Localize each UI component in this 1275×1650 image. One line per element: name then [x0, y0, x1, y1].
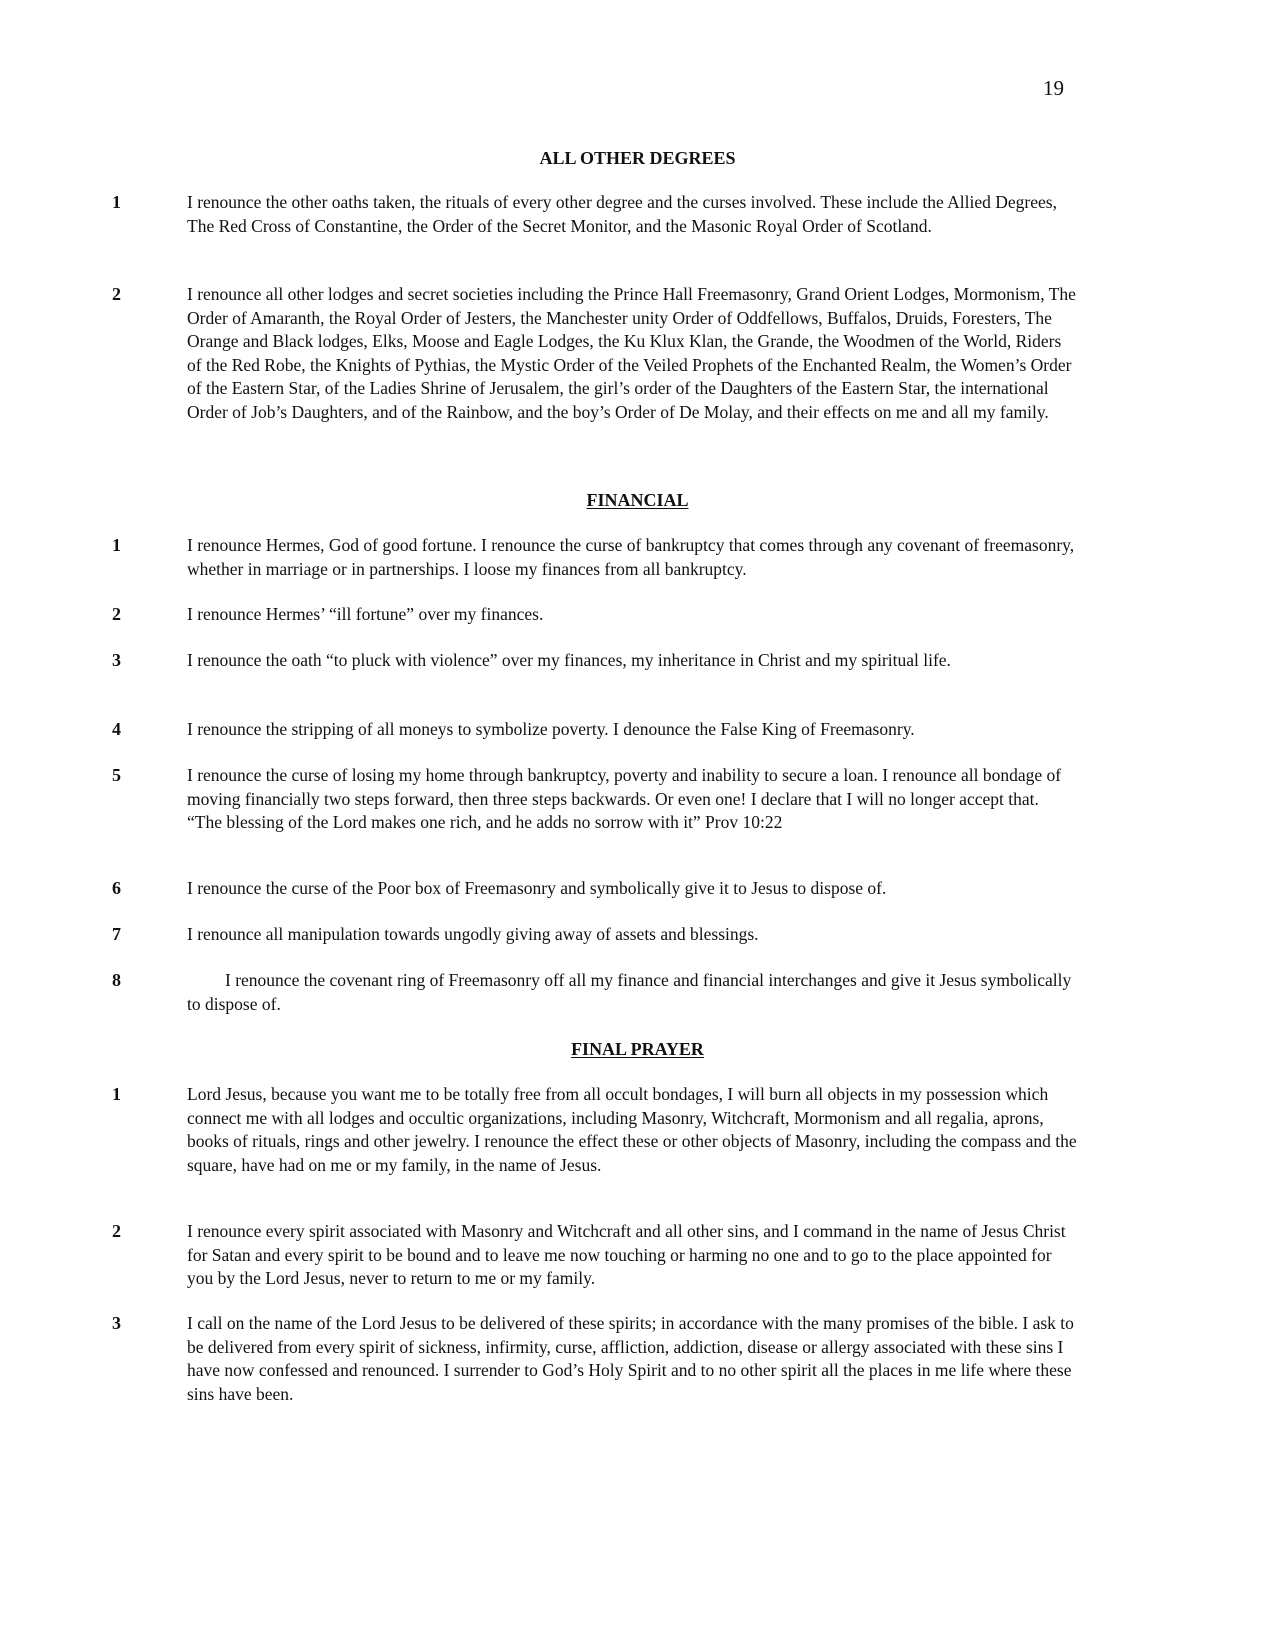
item-text: I renounce Hermes, God of good fortune. I renounce the curse of bankruptcy that comes through any covenant of freemasonry, whether in marriage or in partnerships. I loose my finances from all bankruptcy. [187, 535, 1075, 579]
item-text: I renounce the curse of the Poor box of Freemasonry and symbolically give it to Jesus to dispose of. [187, 878, 887, 898]
page-number: 19 [1043, 76, 1064, 100]
item-number: 3 [112, 1313, 121, 1333]
item-number: 2 [112, 604, 121, 624]
item-text: I renounce the covenant ring of Freemasonry off all my finance and financial interchanges and give it Jesus symbolically to dispose of. [187, 970, 1072, 1014]
item-number: 2 [112, 1221, 121, 1241]
item-text: I renounce the oath “to pluck with violence” over my finances, my inheritance in Christ and my spiritual life. [187, 650, 951, 670]
item-text: Lord Jesus, because you want me to be totally free from all occult bondages, I will burn all objects in my possession which connect me with all lodges and occultic organizations, including Masonry, Witchcraft, Mormonism and all regalia, aprons, books of rituals, rings and other jewelry. I renounce the effect these or other objects of Masonry, including the compass and the square, have had on me or my family, in the name of Jesus. [187, 1084, 1077, 1175]
item-number: 2 [112, 284, 121, 304]
item-number: 4 [112, 719, 121, 739]
item-number: 1 [112, 535, 121, 555]
item-number: 1 [112, 1084, 121, 1104]
item-text: I call on the name of the Lord Jesus to be delivered of these spirits; in accordance with the many promises of the bible. I ask to be delivered from every spirit of sickness, infirmity, curse, affliction, addiction, disease or allergy associated with these sins I have now confessed and renounced. I surrender to God’s Holy Spirit and to no other spirit all the places in me life where these sins have been. [187, 1313, 1074, 1404]
item-number: 5 [112, 765, 121, 785]
section-heading-all-other-degrees: ALL OTHER DEGREES [539, 148, 736, 168]
item-text: I renounce the curse of losing my home through bankruptcy, poverty and inability to secure a loan. I renounce all bondage of moving financially two steps forward, then three steps backwards. Or even one! I declare that I will no longer accept that. “The blessing of the Lord makes one rich, and he adds no sorrow with it” Prov 10:22 [187, 765, 1062, 833]
item-number: 1 [112, 192, 121, 212]
item-text: I renounce the stripping of all moneys to symbolize poverty. I denounce the False King of Freemasonry. [187, 719, 915, 739]
item-number: 6 [112, 878, 121, 898]
item-number: 3 [112, 650, 121, 670]
item-text: I renounce the other oaths taken, the rituals of every other degree and the curses involved. These include the Allied Degrees, The Red Cross of Constantine, the Order of the Secret Monitor, and the Masonic Royal Order of Scotland. [187, 192, 1057, 236]
section-heading-financial: FINANCIAL [586, 490, 689, 510]
section-heading-final-prayer: FINAL PRAYER [571, 1039, 704, 1059]
item-text: I renounce all other lodges and secret societies including the Prince Hall Freemasonry, Grand Orient Lodges, Mormonism, The Order of Amaranth, the Royal Order of Jesters, the Manchester unity Order of Oddfellows, Buffalos, Druids, Foresters, The Orange and Black lodges, Elks, Moose and Eagle Lodges, the Ku Klux Klan, the Grande, the Woodmen of the World, Riders of the Red Robe, the Knights of Pythias, the Mystic Order of the Veiled Prophets of the Enchanted Realm, the Women’s Order of the Eastern Star, of the Ladies Shrine of Jerusalem, the girl’s order of the Daughters of the Eastern Star, the international Order of Job’s Daughters, and of the Rainbow, and the boy’s Order of De Molay, and their effects on me and all my family. [187, 284, 1076, 422]
item-text: I renounce every spirit associated with Masonry and Witchcraft and all other sins, and I command in the name of Jesus Christ for Satan and every spirit to be bound and to leave me now touching or harming no one and to go to the place appointed for you by the Lord Jesus, never to return to me or my family. [187, 1221, 1066, 1289]
item-text: I renounce Hermes’ “ill fortune” over my finances. [187, 604, 544, 624]
item-number: 7 [112, 924, 121, 944]
item-number: 8 [112, 970, 121, 990]
item-text: I renounce all manipulation towards ungodly giving away of assets and blessings. [187, 924, 759, 944]
